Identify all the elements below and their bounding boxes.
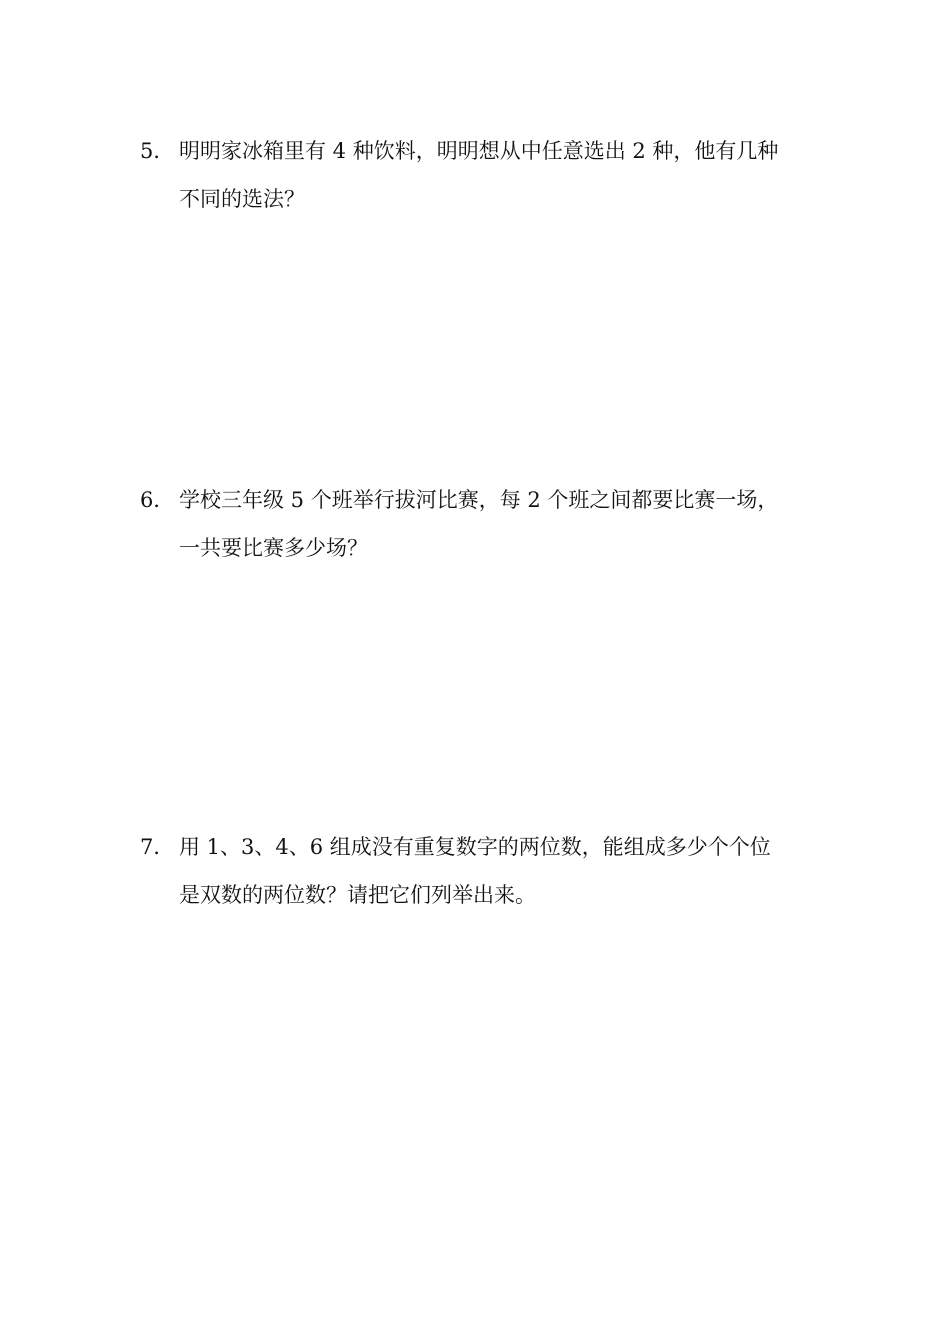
question-6-text-line-2: 一共要比赛多少场？ — [179, 536, 368, 560]
question-5-text-line-1: 明明家冰箱里有 4 种饮料，明明想从中任意选出 2 种，他有几种 — [179, 139, 779, 163]
question-5-text-line-2: 不同的选法？ — [179, 187, 305, 211]
question-6-number: 6． — [140, 488, 175, 512]
question-7-number: 7． — [140, 835, 175, 859]
question-7-line-1 — [140, 832, 771, 862]
question-7-text-line-1: 用 1、3、4、6 组成没有重复数字的两位数，能组成多少个个位 — [179, 835, 771, 859]
question-5-line-1 — [140, 136, 778, 166]
question-7-text-line-2: 是双数的两位数？请把它们列举出来。 — [179, 883, 536, 907]
question-6-text-line-1: 学校三年级 5 个班举行拔河比赛，每 2 个班之间都要比赛一场， — [179, 488, 779, 512]
question-5-number: 5． — [140, 139, 175, 163]
question-6-line-1 — [140, 485, 778, 515]
